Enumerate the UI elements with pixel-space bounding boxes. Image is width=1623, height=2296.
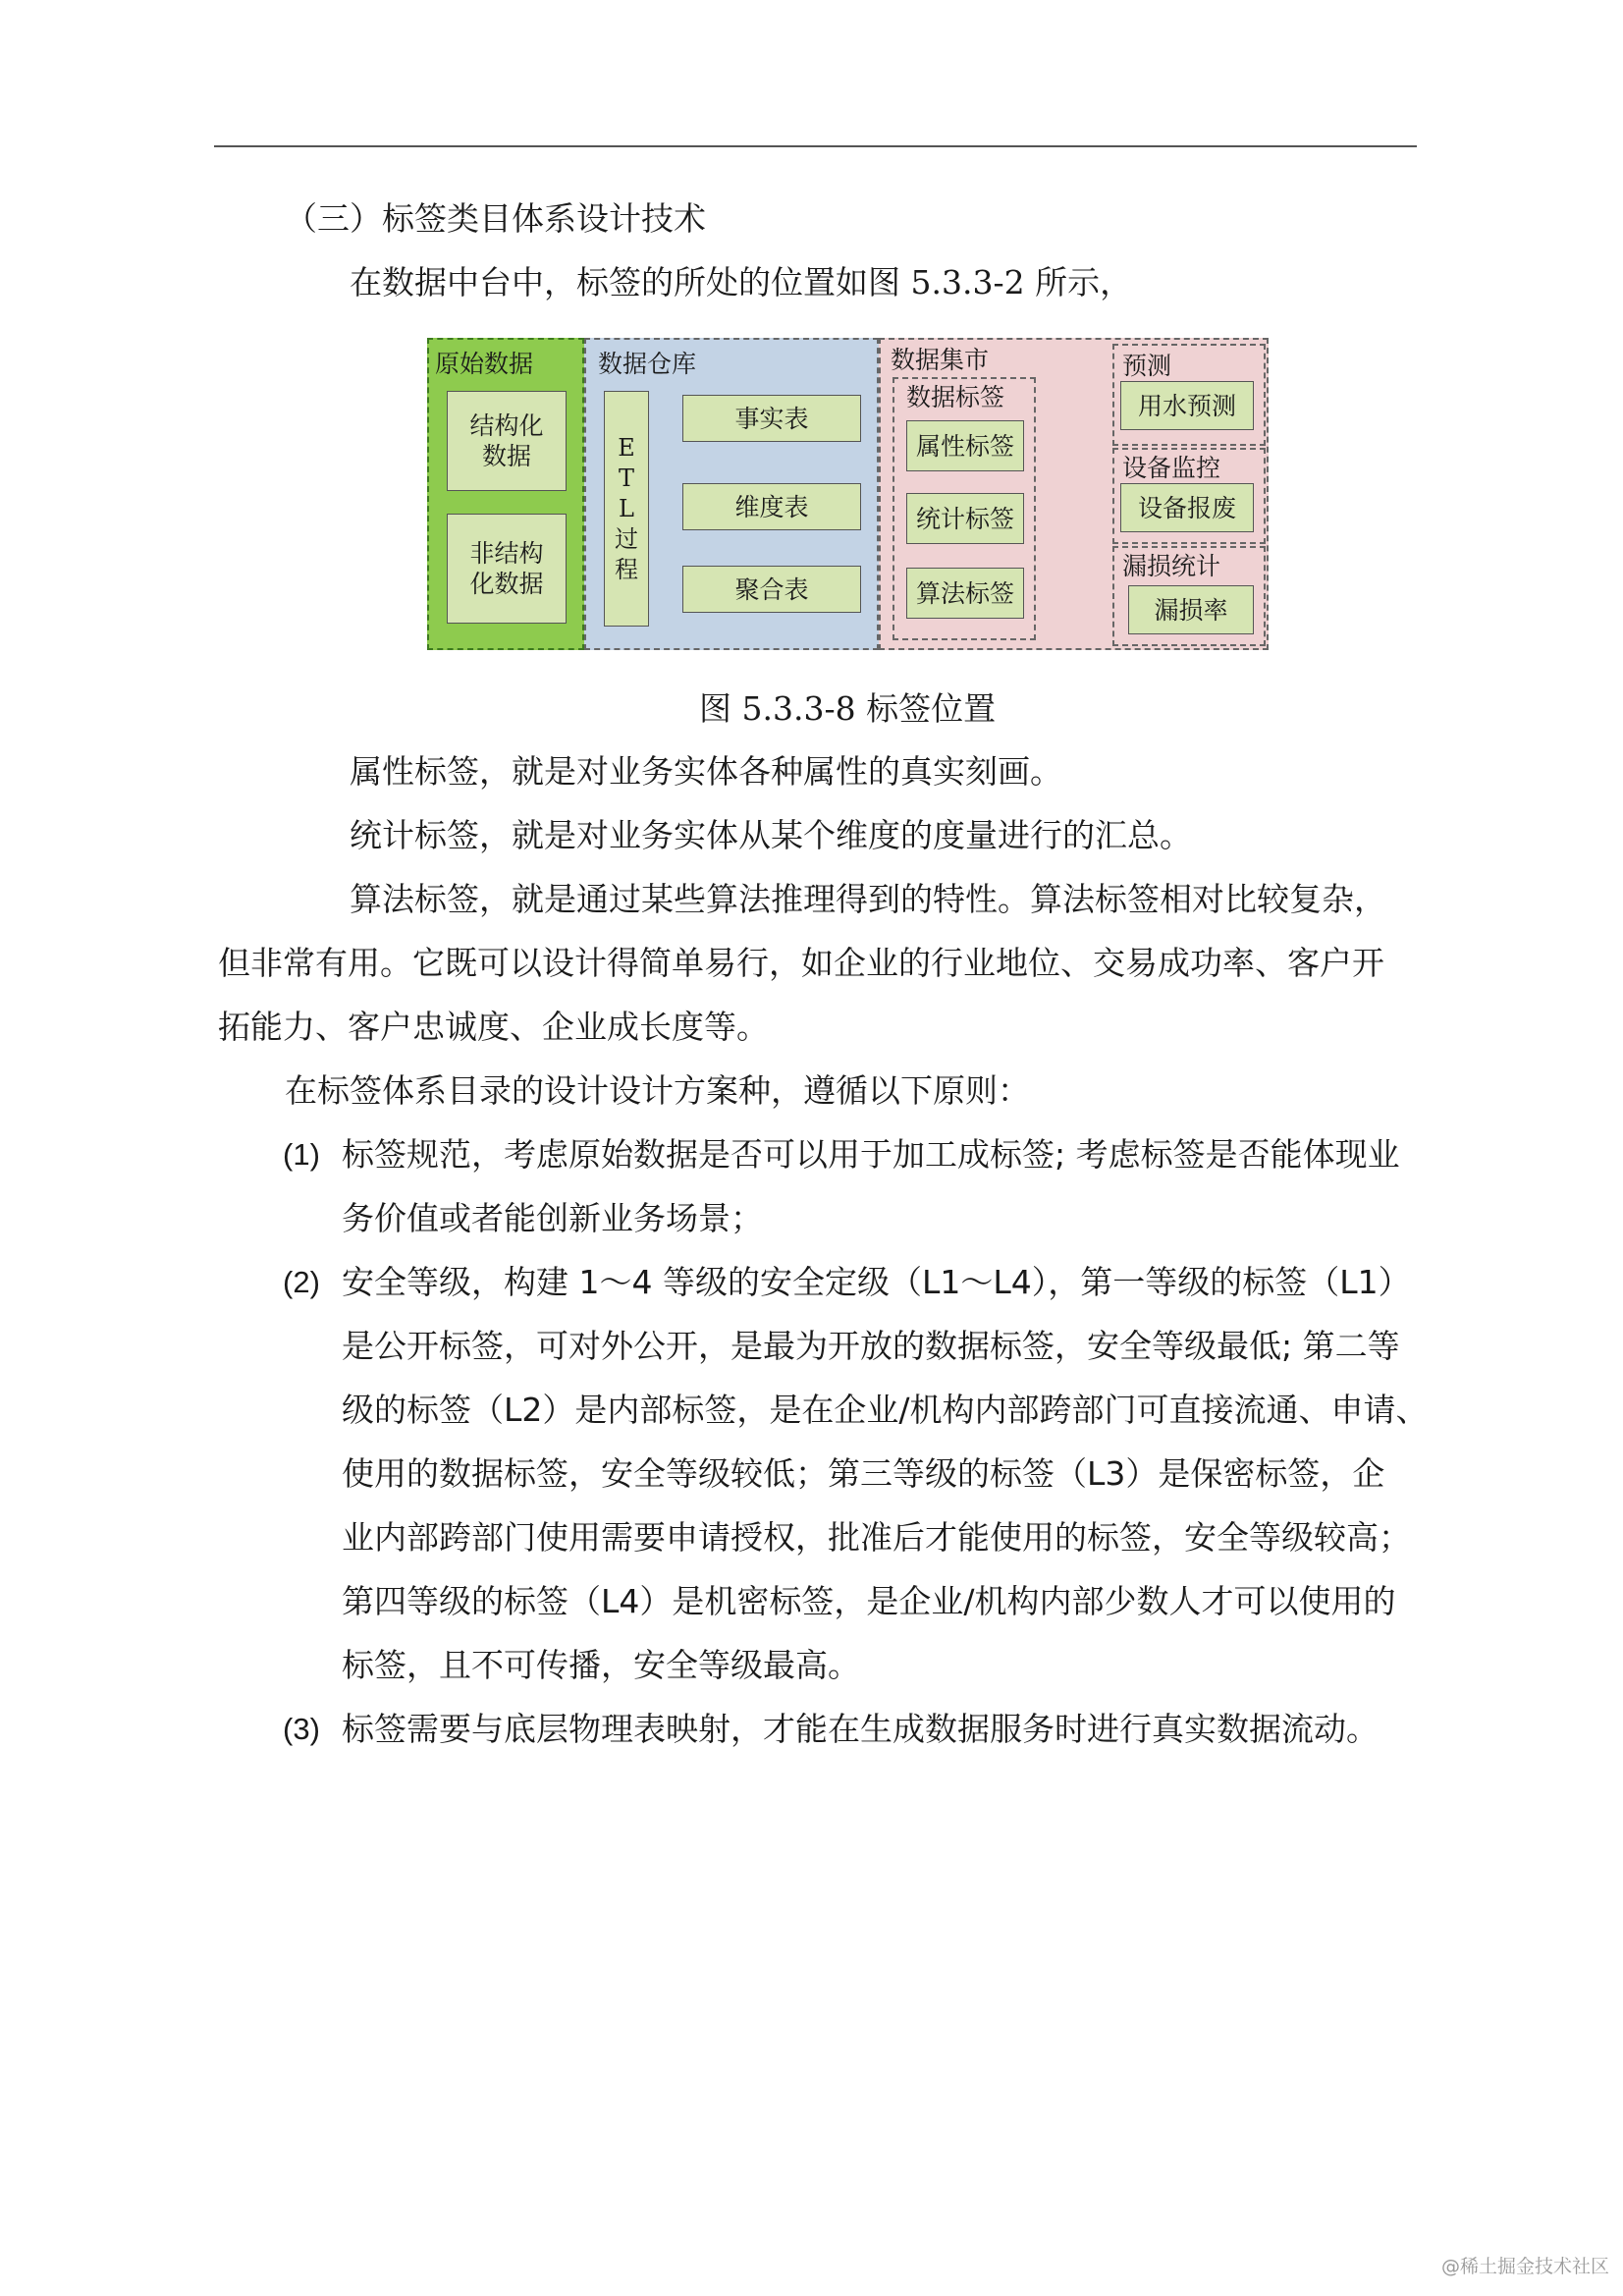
list-item-line: 是公开标签，可对外公开，是最为开放的数据标签，安全等级最低; 第二等 (342, 1327, 1400, 1365)
attr-tag-paragraph: 属性标签，就是对业务实体各种属性的真实刻画。 (350, 752, 1062, 791)
dimension-table-box: 维度表 (682, 483, 861, 530)
data-mart-zone (879, 338, 1269, 650)
device-scrap-box: 设备报废 (1120, 483, 1254, 532)
intro-paragraph: 在数据中台中，标签的所处的位置如图 5.3.3-2 所示， (350, 263, 1133, 301)
etl-char: E (618, 433, 635, 462)
list-number: (1) (283, 1137, 320, 1172)
data-warehouse-title: 数据仓库 (598, 350, 697, 378)
aggregate-table-box: 聚合表 (682, 566, 861, 613)
etl-char: L (619, 494, 634, 522)
water-forecast-box: 用水预测 (1120, 381, 1254, 430)
list-item-line: 标签规范，考虑原始数据是否可以用于加工成标签; 考虑标签是否能体现业 (342, 1135, 1400, 1174)
section-heading: （三）标签类目体系设计技术 (285, 199, 706, 238)
list-item-line: 标签需要与底层物理表映射，才能在生成数据服务时进行真实数据流动。 (342, 1710, 1379, 1748)
structured-data-box (447, 391, 567, 491)
structured-data-line2: 数据 (481, 442, 531, 470)
algo-tag-paragraph-line3: 拓能力、客户忠诚度、企业成长度等。 (218, 1008, 769, 1046)
leak-stat-group (1112, 546, 1266, 646)
data-mart-title: 数据集市 (891, 346, 990, 374)
unstructured-data-box (447, 514, 567, 624)
watermark: @稀土掘金技术社区 (1440, 2256, 1609, 2277)
list-item-line: 业内部跨部门使用需要申请授权，批准后才能使用的标签，安全等级较高； (342, 1518, 1411, 1557)
algo-tag-paragraph-line1: 算法标签，就是通过某些算法推理得到的特性。算法标签相对比较复杂， (350, 880, 1386, 918)
attribute-tag-box: 属性标签 (906, 420, 1024, 471)
data-tags-group (893, 377, 1036, 640)
list-item-line: 标签，且不可传播，安全等级最高。 (342, 1646, 860, 1684)
list-item-line: 级的标签（L2）是内部标签，是在企业/机构内部跨部门可直接流通、申请、 (342, 1391, 1429, 1429)
algo-tag-paragraph-line2: 但非常有用。它既可以设计得简单易行，如企业的行业地位、交易成功率、客户开 (218, 944, 1384, 982)
structured-data-line1: 结构化 (469, 411, 544, 440)
leak-rate-box: 漏损率 (1128, 585, 1254, 634)
etl-char: T (618, 464, 634, 492)
leak-stat-title: 漏损统计 (1122, 552, 1221, 580)
unstructured-data-line1: 非结构 (469, 539, 544, 568)
figure-caption: 图 5.3.3-8 标签位置 (699, 689, 997, 728)
fact-table-box: 事实表 (682, 395, 861, 442)
unstructured-data-line2: 化数据 (469, 570, 544, 598)
statistic-tag-box: 统计标签 (906, 493, 1024, 544)
raw-data-title: 原始数据 (435, 350, 534, 378)
etl-char: 程 (615, 555, 638, 583)
tag-position-diagram (427, 338, 1269, 650)
raw-data-zone (427, 338, 584, 650)
header-rule (214, 145, 1417, 147)
data-warehouse-zone (584, 338, 879, 650)
list-item-line: 使用的数据标签，安全等级较低；第三等级的标签（L3）是保密标签，企 (342, 1454, 1385, 1493)
etl-process-box (604, 391, 649, 627)
list-item-line: 安全等级，构建 1～4 等级的安全定级（L1～L4），第一等级的标签（L1） (342, 1263, 1411, 1301)
algorithm-tag-box: 算法标签 (906, 568, 1024, 619)
list-item-line: 第四等级的标签（L4）是机密标签，是企业/机构内部少数人才可以使用的 (342, 1582, 1396, 1620)
data-tags-title: 数据标签 (906, 383, 1005, 411)
device-monitor-title: 设备监控 (1122, 454, 1221, 482)
principles-intro: 在标签体系目录的设计设计方案种，遵循以下原则： (285, 1071, 1030, 1110)
list-item-line: 务价值或者能创新业务场景； (342, 1199, 763, 1237)
stat-tag-paragraph: 统计标签，就是对业务实体从某个维度的度量进行的汇总。 (350, 816, 1192, 854)
etl-char: 过 (615, 524, 638, 553)
list-number: (3) (283, 1712, 320, 1746)
forecast-group (1112, 344, 1266, 446)
device-monitor-group (1112, 448, 1266, 544)
forecast-title: 预测 (1122, 352, 1172, 380)
list-number: (2) (283, 1265, 320, 1299)
